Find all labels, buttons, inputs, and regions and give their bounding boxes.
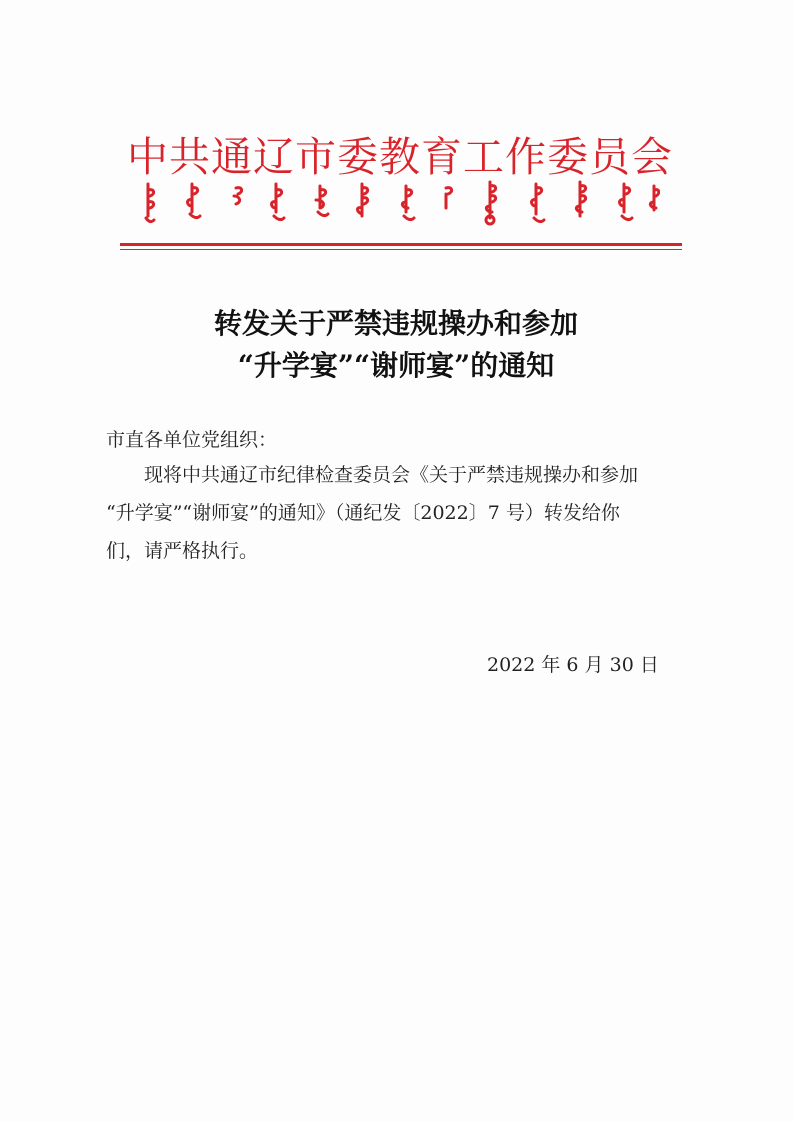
- mongol-word-13: [650, 186, 658, 210]
- body-line-1: 现将中共通辽市纪律检查委员会《关于严禁违规操办和参加: [144, 464, 639, 486]
- mongol-word-6: [358, 184, 368, 216]
- body-line-3: 们，请严格执行。: [106, 540, 259, 562]
- letterhead-divider-thick: [120, 243, 682, 246]
- mongol-word-5: [316, 186, 328, 216]
- document-title: [96, 303, 696, 387]
- document-title-line-2: “升学宴”“谢师宴”的通知: [237, 349, 555, 382]
- letterhead-divider-thin: [120, 249, 682, 250]
- mongol-word-8: [446, 188, 452, 208]
- body-paragraph: [106, 456, 696, 570]
- mongolian-script-graphic: [140, 178, 660, 228]
- mongol-word-9: [486, 182, 496, 224]
- mongol-word-1: [146, 184, 154, 222]
- body-line-2: “升学宴”“谢师宴”的通知》（通纪发〔2022〕7 号）转发给你: [106, 502, 620, 524]
- letterhead-org-name: 中共通辽市委教育工作委员会: [127, 133, 673, 181]
- issue-date: 2022 年 6 月 30 日: [487, 654, 659, 676]
- mongol-word-2: [188, 184, 201, 218]
- mongol-word-4: [272, 184, 285, 220]
- mongol-word-10: [532, 184, 545, 222]
- mongol-word-11: [576, 182, 585, 216]
- mongol-word-12: [620, 184, 633, 220]
- mongol-word-3: [234, 188, 242, 204]
- salutation: 市直各单位党组织：: [106, 429, 278, 451]
- letterhead-mongolian-script: [140, 178, 660, 228]
- mongol-word-7: [402, 186, 414, 220]
- document-title-line-1: 转发关于严禁违规操办和参加: [213, 307, 578, 340]
